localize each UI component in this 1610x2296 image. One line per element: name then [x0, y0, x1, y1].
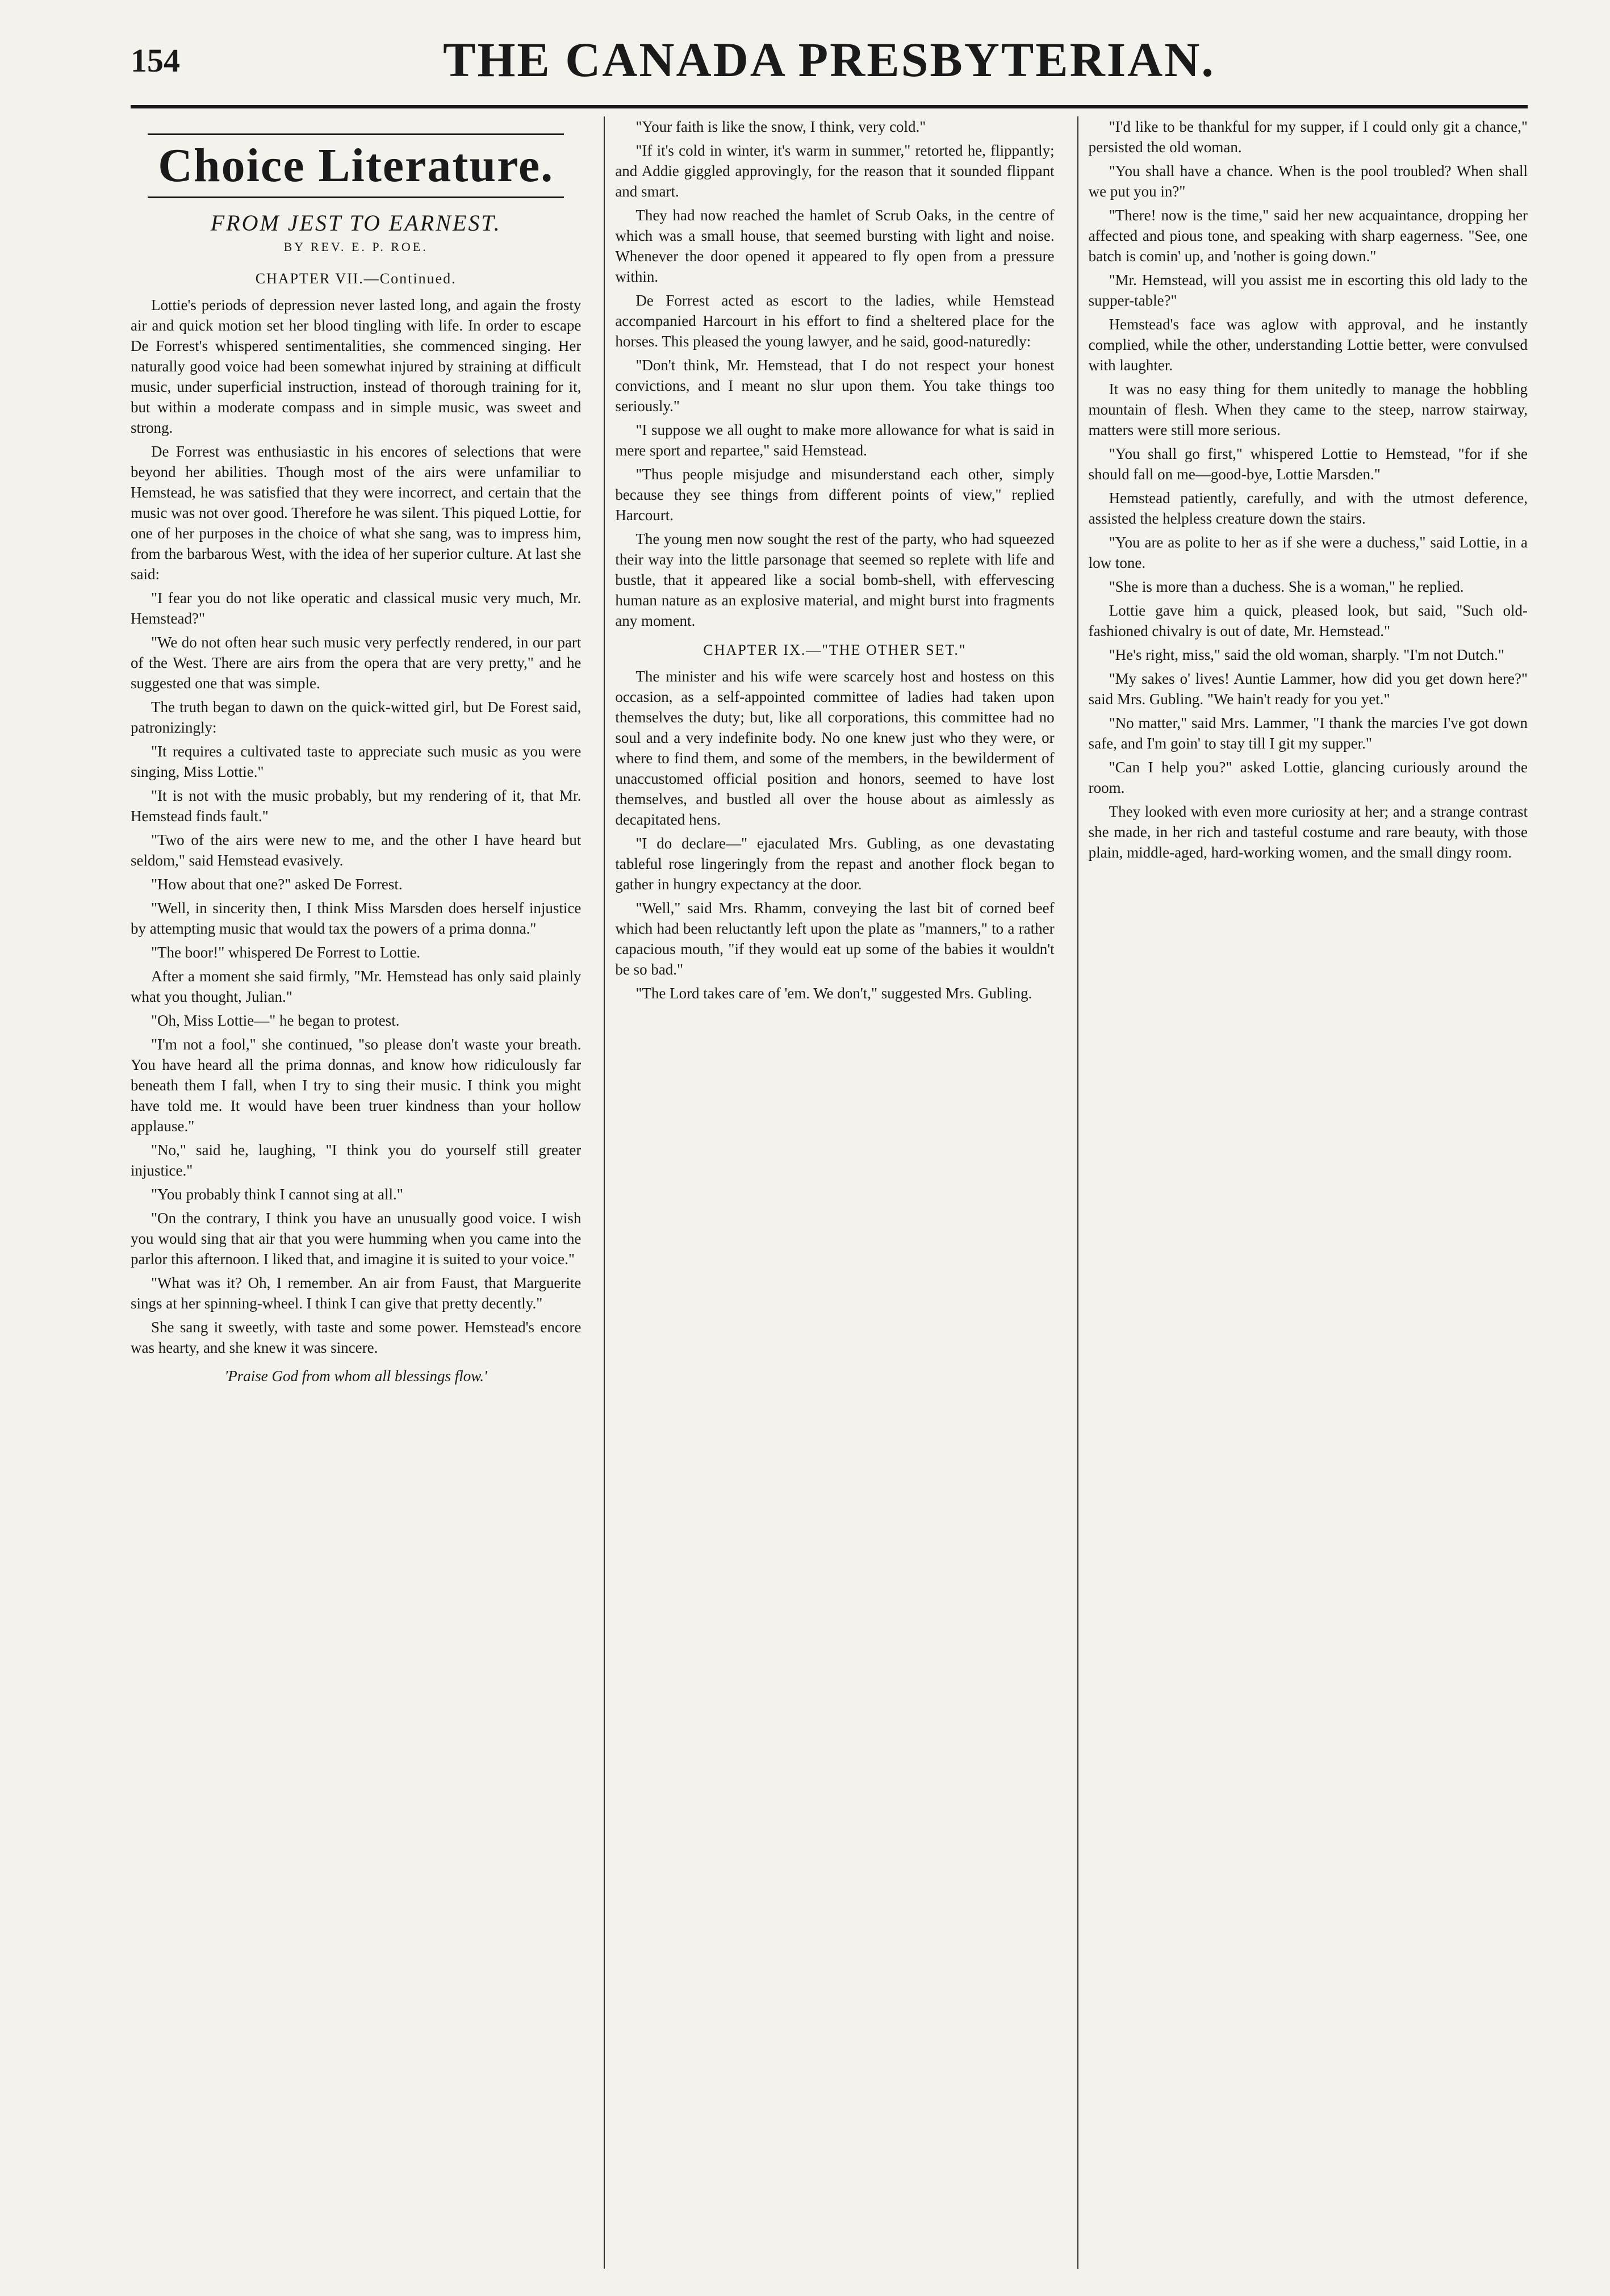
- paragraph: "No," said he, laughing, "I think you do yourself still greater injustice.": [131, 1141, 582, 1179]
- chapter-heading: CHAPTER VII.—Continued.: [255, 270, 457, 287]
- paragraph: Lottie gave him a quick, pleased look, but said, "Such old-fashioned chivalry is out of date, Mr. Hemstead.": [1088, 602, 1528, 639]
- paragraph: "Well, in sincerity then, I think Miss Marsden does herself injustice by attempting music that would tax the powers of a prima donna.": [131, 900, 582, 937]
- paragraph: Hemstead patiently, carefully, and with the utmost deference, assisted the helpless creature down the stairs.: [1088, 490, 1528, 527]
- paragraph: She sang it sweetly, with taste and some power. Hemstead's encore was hearty, and she knew it was sincere.: [131, 1319, 582, 1356]
- column-2-text: [615, 116, 1054, 631]
- page-header: [131, 31, 1528, 99]
- paragraph: The young men now sought the rest of the party, who had squeezed their way into the little parsonage that seemed so replete with life and bustle, that it appeared like a social bomb-shell, with effervescing human nature as an explosive material, and might burst into fragments any moment.: [615, 530, 1055, 629]
- paragraph: "You shall go first," whispered Lottie to Hemstead, "for if she should fall on me—good-bye, Lottie Marsden.": [1088, 445, 1528, 483]
- paragraph: "No matter," said Mrs. Lammer, "I thank the marcies I've got down safe, and I'm goin' to stay till I git my supper.": [1088, 714, 1528, 752]
- paragraph: "Your faith is like the snow, I think, very cold.": [635, 118, 926, 135]
- paragraph: "I fear you do not like operatic and classical music very much, Mr. Hemstead?": [131, 589, 582, 627]
- paragraph: "The boor!" whispered De Forrest to Lottie.: [151, 944, 421, 961]
- paragraph: "You shall have a chance. When is the pool troubled? When shall we put you in?": [1088, 162, 1528, 200]
- paragraph: "You probably think I cannot sing at all.": [151, 1186, 403, 1203]
- paragraph: They had now reached the hamlet of Scrub Oaks, in the centre of which was a small house, that seemed bursting with light and noise. Whenever the door opened it appeared to fly open from a pressure within.: [615, 207, 1055, 285]
- column-3-text: [1089, 116, 1528, 863]
- paragraph: "You are as polite to her as if she were a duchess," said Lottie, in a low tone.: [1088, 534, 1528, 571]
- paragraph: Hemstead's face was aglow with approval, and he instantly complied, while the other, understanding Lottie better, were convulsed with laughter.: [1088, 316, 1528, 374]
- page-number: 154: [131, 42, 180, 79]
- paragraph: "I suppose we all ought to make more allowance for what is said in mere sport and repartee," said Hemstead.: [615, 421, 1055, 459]
- paragraph: "Oh, Miss Lottie—" he began to protest.: [151, 1012, 400, 1029]
- section-title-text: Choice Literature.: [148, 133, 564, 198]
- paragraph: "On the contrary, I think you have an unusually good voice. I wish you would sing that air that you were humming when you came into the parlor this afternoon. I liked that, and imagine it is suited to your voice.": [131, 1210, 582, 1268]
- paragraph: "How about that one?" asked De Forrest.: [151, 876, 403, 893]
- newspaper-columns: [131, 116, 1528, 2269]
- paragraph: "He's right, miss," said the old woman, sharply. "I'm not Dutch.": [1109, 646, 1504, 663]
- paragraph: De Forrest acted as escort to the ladies, while Hemstead accompanied Harcourt in his effort to find a sheltered place for the horses. This pleased the young lawyer, and he said, good-naturedly:: [615, 292, 1055, 350]
- masthead-title: THE CANADA PRESBYTERIAN.: [443, 32, 1215, 87]
- paragraph: De Forrest was enthusiastic in his encores of selections that were beyond her abilities. Though most of the airs were unfamiliar to Hemstead, he was satisfied that they were incorrect, and certain that the music was not over good. Therefore he was silent. This piqued Lottie, for one of her purposes in the choice of what she sang, was to impress him, from the barbarous West, with the idea of her superior culture. At last she said:: [131, 443, 582, 583]
- paragraph: "Thus people misjudge and misunderstand each other, simply because they see things from different points of view," replied Harcourt.: [615, 466, 1055, 524]
- paragraph: It was no easy thing for them unitedly to manage the hobbling mountain of flesh. When they came to the steep, narrow stairway, matters were still more serious.: [1088, 380, 1528, 438]
- column-2: [604, 116, 1054, 2269]
- hymn-line: 'Praise God from whom all blessings flow.': [224, 1367, 487, 1385]
- paragraph: "It is not with the music probably, but my rendering of it, that Mr. Hemstead finds fault.": [131, 787, 582, 825]
- column-1-text: [131, 295, 581, 1358]
- paragraph: "Two of the airs were new to me, and the other I have heard but seldom," said Hemstead evasively.: [131, 831, 582, 869]
- paragraph: "We do not often hear such music very perfectly rendered, in our part of the West. There are airs from the opera that are very pretty," and he suggested one that was simple.: [131, 634, 582, 692]
- paragraph: "Can I help you?" asked Lottie, glancing curiously around the room.: [1088, 759, 1528, 796]
- column-1: [131, 116, 581, 2269]
- paragraph: "Mr. Hemstead, will you assist me in escorting this old lady to the supper-table?": [1088, 271, 1528, 309]
- paragraph: "I'm not a fool," she continued, "so please don't waste your breath. You have heard all the prima donnas, and know how ridiculously far beneath them I fall, when I try to sing their music. I think you might have told me. It would have been truer kindness than your hollow applause.": [131, 1036, 582, 1135]
- story-title: FROM JEST TO EARNEST.: [210, 210, 501, 236]
- column-2-text-continued: [615, 666, 1054, 1003]
- header-rule: [131, 105, 1528, 108]
- paragraph: The truth began to dawn on the quick-witted girl, but De Forest said, patronizingly:: [131, 699, 582, 736]
- column-3: [1077, 116, 1528, 2269]
- paragraph: "If it's cold in winter, it's warm in summer," retorted he, flippantly; and Addie giggled approvingly, for the reason that it sounded flippant and smart.: [615, 142, 1055, 200]
- paragraph: "What was it? Oh, I remember. An air from Faust, that Marguerite sings at her spinning-wheel. I think I can give that pretty decently.": [131, 1274, 582, 1312]
- paragraph: "I do declare—" ejaculated Mrs. Gubling, as one devastating tableful rose lingeringly from the repast and another flock began to gather in hungry expectancy at the door.: [615, 835, 1055, 893]
- paragraph: "There! now is the time," said her new acquaintance, dropping her affected and pious tone, and speaking with sharp eagerness. "See, one batch is comin' up, and 'nother is going down.": [1088, 207, 1528, 265]
- paragraph: The minister and his wife were scarcely host and hostess on this occasion, as a self-appointed committee of ladies had taken upon themselves the duty; but, like all corporations, this committee had no soul and a very indefinite body. No one knew just who they were, or where to find them, and some of the members, in the bewilderment of unaccustomed official position and honors, seemed to have lost themselves, and bustled all over the house about as aimlessly as decapitated hens.: [615, 668, 1055, 828]
- paragraph: After a moment she said firmly, "Mr. Hemstead has only said plainly what you thought, Julian.": [131, 968, 582, 1005]
- byline: BY REV. E. P. ROE.: [283, 240, 428, 254]
- paragraph: "Don't think, Mr. Hemstead, that I do not respect your honest convictions, and I meant no slur upon them. You take things too seriously.": [615, 357, 1055, 415]
- chapter-heading-ix: CHAPTER IX.—"THE OTHER SET.": [703, 642, 967, 658]
- paragraph: "It requires a cultivated taste to appreciate such music as you were singing, Miss Lottie.": [131, 743, 582, 780]
- paragraph: Lottie's periods of depression never lasted long, and again the frosty air and quick motion set her blood tingling with life. In order to escape De Forrest's whispered sentimentalities, she commenced singing. Her naturally good voice had been somewhat injured by straining at difficult music, under superficial instruction, instead of thorough training for it, but within a moderate compass and in simple music, was sweet and strong.: [131, 296, 582, 436]
- section-title: [131, 133, 581, 198]
- paragraph: "The Lord takes care of 'em. We don't," suggested Mrs. Gubling.: [635, 985, 1032, 1002]
- paragraph: "I'd like to be thankful for my supper, if I could only git a chance," persisted the old woman.: [1088, 118, 1528, 156]
- paragraph: "She is more than a duchess. She is a woman," he replied.: [1109, 578, 1464, 595]
- paragraph: "Well," said Mrs. Rhamm, conveying the last bit of corned beef which had been reluctantly left upon the plate as "manners," to a rather capacious mouth, "if they would eat up some of the babies it wouldn't be so bad.": [615, 900, 1055, 978]
- paragraph: They looked with even more curiosity at her; and a strange contrast she made, in her rich and tasteful costume and rare beauty, with those plain, middle-aged, hard-working women, and the small dingy room.: [1088, 803, 1528, 861]
- paragraph: "My sakes o' lives! Auntie Lammer, how did you get down here?" said Mrs. Gubling. "We hain't ready for you yet.": [1088, 670, 1528, 708]
